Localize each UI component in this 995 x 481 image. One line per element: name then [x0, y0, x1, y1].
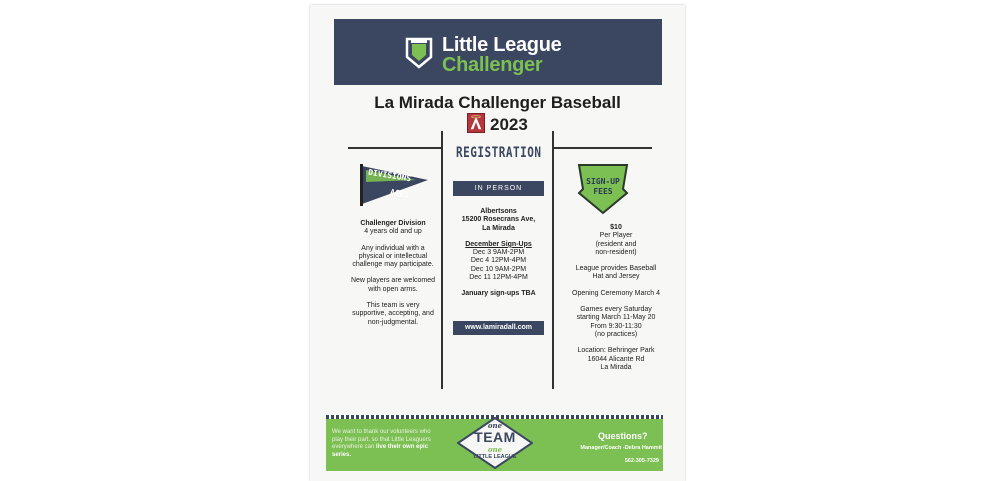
signup-date: Dec 4 12PM-4PM	[470, 257, 527, 265]
opening-ceremony: Opening Ceremony March 4	[572, 289, 660, 297]
eligibility-text: Any individual with a physical or intellectual challenge may participate.	[352, 244, 434, 269]
games-1: Games every Saturday	[580, 306, 652, 314]
thanks-bold-text: live their own epic series.	[332, 444, 429, 458]
division-age: 4 years old and up	[364, 228, 422, 236]
one-top-text: one	[487, 421, 503, 430]
venue-address-2: La Mirada	[482, 224, 515, 232]
new-players-text: New players are welcomed with open arms.	[350, 277, 436, 293]
fees-badge-line1: SIGN-UP	[586, 177, 620, 186]
flyer-page	[310, 5, 685, 481]
header-banner	[334, 19, 662, 85]
residency-1: (resident and	[595, 240, 637, 248]
fees-badge-label	[578, 177, 628, 197]
one-team-logo	[457, 417, 533, 469]
provides-2: Hat and Jersey	[592, 273, 640, 281]
venue-address-1: 15200 Rosecrans Ave,	[461, 216, 536, 224]
fee-amount: $10	[610, 224, 622, 231]
logo-line-challenger: Challenger	[442, 54, 543, 76]
per-player: Per Player	[599, 232, 633, 240]
registration-details	[448, 208, 549, 307]
team-text: TEAM	[474, 429, 516, 445]
little-league-shield-icon	[404, 37, 434, 69]
location-2: 16044 Alicante Rd	[587, 355, 645, 363]
signup-date: Dec 3 9AM-2PM	[472, 249, 525, 257]
games-2: starting March 11-May 20	[576, 314, 656, 322]
fees-column	[557, 224, 675, 380]
website-link[interactable]: www.lamiradall.com	[453, 321, 544, 335]
team-description: This team is very supportive, accepting, and non-judgmental.	[352, 302, 434, 326]
year: 2023	[490, 115, 528, 134]
registration-heading: REGISTRATION	[456, 144, 542, 161]
little-league-text: LITTLE LEAGUE	[473, 454, 517, 460]
top-rule-left	[348, 147, 442, 149]
fees-badge-line2: FEES	[593, 187, 613, 196]
thanks-text: We want to thank our volunteers who play their part, so that Little Leaguers everywhere can	[332, 429, 431, 450]
footer-banner	[326, 415, 663, 471]
volunteer-thanks	[332, 429, 442, 459]
pennant-label-divisions: DIVISIONS	[367, 167, 412, 184]
phone-number[interactable]: 562-305-7329	[624, 458, 659, 464]
provides-1: League provides Baseball	[575, 265, 657, 273]
games-4: (no practices)	[594, 330, 638, 338]
residency-2: non-resident)	[595, 248, 637, 256]
questions-heading: Questions?	[598, 431, 648, 441]
location-3: La Mirada	[600, 363, 632, 371]
signup-date: Dec 11 12PM-4PM	[469, 274, 528, 282]
december-heading: December Sign-Ups	[465, 240, 532, 248]
one-bottom-text: one	[487, 445, 503, 454]
division-name: Challenger Division	[360, 220, 426, 227]
top-rule-right	[552, 147, 652, 149]
column-divider-left	[441, 131, 443, 389]
january-signups: January sign-ups TBA	[461, 290, 536, 298]
pennant-label-ages: AGES	[389, 187, 410, 200]
in-person-label: IN PERSON	[453, 181, 544, 196]
venue-name: Albertsons	[480, 208, 517, 215]
location-1: Location: Behringer Park	[577, 347, 655, 355]
games-3: From 9:30-11:30	[590, 322, 642, 330]
divisions-column	[350, 220, 436, 335]
logo-line-little-league: Little League	[442, 34, 562, 56]
manager-contact: Manager/Coach -Debra Hammit	[580, 445, 662, 451]
column-divider-right	[552, 131, 554, 389]
flyer-title: La Mirada Challenger Baseball	[374, 93, 621, 112]
year-row	[310, 111, 685, 137]
angels-logo-icon	[467, 113, 485, 133]
signup-date: Dec 10 9AM-2PM	[470, 265, 527, 273]
